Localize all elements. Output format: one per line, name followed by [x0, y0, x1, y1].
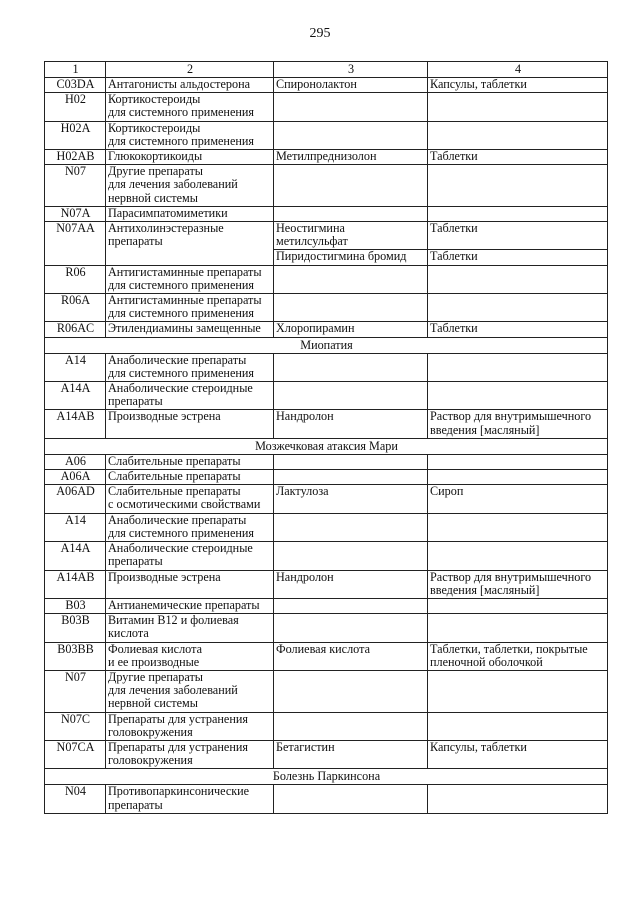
atc-code-cell: N07C: [45, 712, 106, 740]
group-cell-line: головокружения: [108, 724, 193, 739]
drug-cell-line: Нандролон: [276, 409, 334, 424]
form-cell: [428, 265, 608, 293]
group-cell: [106, 150, 274, 165]
atc-code-cell: H02: [45, 93, 106, 121]
drug-cell: [274, 785, 428, 813]
group-cell: [106, 93, 274, 121]
drug-cell-line: Метилпреднизолон: [276, 149, 377, 164]
table-row: [45, 78, 608, 93]
table-row: [45, 513, 608, 541]
atc-code-cell: A14: [45, 513, 106, 541]
atc-code-cell: R06: [45, 265, 106, 293]
group-cell-line: для лечения заболеваний: [108, 177, 238, 192]
table-row: [45, 382, 608, 410]
form-cell: [428, 712, 608, 740]
form-cell: [428, 165, 608, 207]
group-cell: [106, 542, 274, 570]
group-cell-line: Кортикостероиды: [108, 121, 201, 135]
table-row: [45, 265, 608, 293]
form-cell: [428, 670, 608, 712]
drug-cell: [274, 670, 428, 712]
drug-cell: [274, 712, 428, 740]
group-cell: [106, 165, 274, 207]
drug-cell-line: Пиридостигмина бромид: [276, 249, 407, 264]
form-cell: [428, 121, 608, 149]
form-cell-line: Сироп: [430, 484, 464, 499]
section-header-row: [45, 769, 608, 785]
form-cell: [428, 542, 608, 570]
drug-cell: [274, 93, 428, 121]
drug-cell: [274, 78, 428, 93]
atc-code-cell: A14A: [45, 382, 106, 410]
drug-cell-line: Неостигмина: [276, 221, 345, 236]
drug-cell-line: Спиронолактон: [276, 77, 357, 91]
atc-code-cell: B03B: [45, 614, 106, 642]
drug-cell: [274, 542, 428, 570]
group-cell-line: Производные эстрена: [108, 570, 221, 584]
drug-table: [44, 61, 608, 814]
table-row: [45, 322, 608, 337]
table-header-row: [45, 62, 608, 78]
drug-cell-line: Лактулоза: [276, 484, 329, 499]
group-cell-line: Фолиевая кислота: [108, 642, 202, 656]
table-row: [45, 410, 608, 438]
atc-code-cell: R06AC: [45, 322, 106, 337]
table-row: [45, 712, 608, 740]
group-cell: [106, 570, 274, 598]
table-row: [45, 353, 608, 381]
group-cell: [106, 353, 274, 381]
group-cell-line: Препараты для устранения: [108, 712, 248, 726]
form-cell: [428, 322, 608, 337]
table-body: [45, 78, 608, 814]
group-cell: [106, 121, 274, 149]
form-cell: [428, 222, 608, 250]
atc-code-cell: A14AB: [45, 570, 106, 598]
group-cell-line: Производные эстрена: [108, 409, 221, 424]
drug-cell: [274, 165, 428, 207]
group-cell-line: Анаболические препараты: [108, 353, 247, 367]
form-cell: [428, 740, 608, 768]
table-row: [45, 206, 608, 221]
atc-code-cell: N07: [45, 670, 106, 712]
group-cell: [106, 614, 274, 642]
form-cell: [428, 485, 608, 513]
group-cell: [106, 642, 274, 670]
atc-code-cell: B03: [45, 598, 106, 613]
page-number: 295: [309, 26, 331, 41]
group-cell-line: Этилендиамины замещенные: [108, 321, 261, 336]
drug-cell-line: Фолиевая кислота: [276, 642, 370, 656]
group-cell-line: Анаболические препараты: [108, 513, 247, 527]
atc-code-cell: A14A: [45, 542, 106, 570]
form-cell: [428, 513, 608, 541]
form-cell: [428, 642, 608, 670]
group-cell-line: для лечения заболеваний: [108, 683, 238, 698]
group-cell: [106, 513, 274, 541]
group-cell-line: Парасимпатомиметики: [108, 206, 228, 220]
form-cell: [428, 598, 608, 613]
group-cell-line: для системного применения: [108, 277, 255, 292]
group-cell-line: для системного применения: [108, 306, 255, 321]
drug-cell-line: метилсульфат: [276, 234, 348, 249]
form-cell-line: Капсулы, таблетки: [430, 77, 527, 91]
drug-cell: [274, 353, 428, 381]
atc-code-cell: N07: [45, 165, 106, 207]
atc-code-cell: C03DA: [45, 78, 106, 93]
form-cell: [428, 294, 608, 322]
form-cell: [428, 93, 608, 121]
group-cell-line: головокружения: [108, 753, 193, 768]
form-cell-line: Капсулы, таблетки: [430, 740, 527, 754]
form-cell-line: пленочной оболочкой: [430, 654, 543, 669]
form-cell: [428, 353, 608, 381]
drug-cell: [274, 454, 428, 469]
table-row: [45, 542, 608, 570]
form-cell: [428, 614, 608, 642]
group-cell-line: препараты: [108, 394, 163, 409]
drug-cell: [274, 150, 428, 165]
table-row: [45, 93, 608, 121]
atc-code-cell: N07A: [45, 206, 106, 221]
form-cell: [428, 78, 608, 93]
table-row: [45, 454, 608, 469]
form-cell-line: введения [масляный]: [430, 582, 540, 597]
form-cell-line: введения [масляный]: [430, 422, 540, 437]
group-cell-line: Другие препараты: [108, 670, 203, 684]
group-cell-line: Слабительные препараты: [108, 484, 241, 499]
drug-cell: [274, 513, 428, 541]
table-row: [45, 470, 608, 485]
group-cell-line: нервной системы: [108, 190, 198, 205]
column-header-1: 1: [45, 62, 106, 78]
table-row: [45, 614, 608, 642]
group-cell-line: Глюкокортикоиды: [108, 149, 203, 164]
section-header-row: [45, 438, 608, 454]
table-row: [45, 740, 608, 768]
group-cell-line: Анаболические стероидные: [108, 381, 253, 396]
group-cell: [106, 206, 274, 221]
form-cell: [428, 410, 608, 438]
table-row: [45, 670, 608, 712]
drug-cell-line: Хлоропирамин: [276, 321, 355, 336]
group-cell: [106, 712, 274, 740]
table-row: [45, 165, 608, 207]
group-cell-line: с осмотическими свойствами: [108, 497, 261, 512]
atc-code-cell: H02A: [45, 121, 106, 149]
section-title: Болезнь Паркинсона: [45, 769, 608, 785]
group-cell-line: Антагонисты альдостерона: [108, 77, 251, 91]
drug-cell: [274, 470, 428, 485]
drug-cell: [274, 250, 428, 265]
group-cell: [106, 485, 274, 513]
table-row: [45, 294, 608, 322]
drug-cell: [274, 382, 428, 410]
section-title: Миопатия: [45, 337, 608, 353]
group-cell-line: Другие препараты: [108, 164, 203, 179]
group-cell: [106, 470, 274, 485]
drug-cell: [274, 265, 428, 293]
form-cell: [428, 250, 608, 265]
group-cell-line: Антианемические препараты: [108, 598, 260, 612]
atc-code-cell: N04: [45, 785, 106, 813]
table-row: [45, 150, 608, 165]
drug-cell: [274, 598, 428, 613]
group-cell-line: для системного применения: [108, 105, 255, 120]
group-cell-line: для системного применения: [108, 365, 255, 380]
section-title: Мозжечковая атаксия Мари: [45, 438, 608, 454]
group-cell: [106, 410, 274, 438]
form-cell-line: Таблетки: [430, 321, 478, 336]
group-cell-line: препараты: [108, 797, 163, 812]
group-cell-line: препараты: [108, 554, 163, 569]
drug-cell: [274, 614, 428, 642]
drug-cell: [274, 322, 428, 337]
atc-code-cell: N07AA: [45, 222, 106, 266]
group-cell: [106, 78, 274, 93]
group-cell-line: Слабительные препараты: [108, 454, 241, 468]
atc-code-cell: A14AB: [45, 410, 106, 438]
form-cell: [428, 206, 608, 221]
group-cell: [106, 454, 274, 469]
atc-code-cell: N07CA: [45, 740, 106, 768]
group-cell-line: Витамин B12 и фолиевая: [108, 613, 239, 628]
drug-cell: [274, 642, 428, 670]
group-cell-line: Слабительные препараты: [108, 469, 241, 484]
drug-cell-line: Бетагистин: [276, 740, 335, 754]
table-row: [45, 642, 608, 670]
group-cell-line: и ее производные: [108, 654, 200, 669]
form-cell: [428, 470, 608, 485]
group-cell-line: Противопаркинсонические: [108, 784, 250, 799]
group-cell: [106, 382, 274, 410]
group-cell: [106, 598, 274, 613]
group-cell: [106, 740, 274, 768]
form-cell-line: Таблетки: [430, 249, 478, 264]
drug-cell: [274, 410, 428, 438]
group-cell-line: для системного применения: [108, 133, 255, 148]
atc-code-cell: A06AD: [45, 485, 106, 513]
form-cell-line: Таблетки, таблетки, покрытые: [430, 642, 588, 656]
column-header-3: 3: [274, 62, 428, 78]
atc-code-cell: R06A: [45, 294, 106, 322]
group-cell: [106, 265, 274, 293]
table-row: [45, 222, 608, 250]
group-cell-line: для системного применения: [108, 525, 255, 540]
form-cell: [428, 150, 608, 165]
column-header-2: 2: [106, 62, 274, 78]
atc-code-cell: A06A: [45, 470, 106, 485]
group-cell-line: Антигистаминные препараты: [108, 265, 262, 279]
form-cell: [428, 785, 608, 813]
table-row: [45, 785, 608, 813]
form-cell-line: Таблетки: [430, 149, 478, 164]
atc-code-cell: A06: [45, 454, 106, 469]
atc-code-cell: H02AB: [45, 150, 106, 165]
group-cell: [106, 322, 274, 337]
drug-cell: [274, 222, 428, 250]
section-header-row: [45, 337, 608, 353]
form-cell-line: Таблетки: [430, 221, 478, 236]
group-cell-line: Кортикостероиды: [108, 92, 201, 107]
drug-cell: [274, 485, 428, 513]
group-cell-line: Препараты для устранения: [108, 740, 248, 754]
drug-cell: [274, 740, 428, 768]
table-row: [45, 570, 608, 598]
form-cell: [428, 382, 608, 410]
form-cell-line: Раствор для внутримышечного: [430, 409, 592, 424]
group-cell: [106, 294, 274, 322]
group-cell-line: кислота: [108, 626, 149, 641]
group-cell-line: Анаболические стероидные: [108, 541, 253, 556]
table-row: [45, 121, 608, 149]
group-cell-line: препараты: [108, 234, 163, 249]
group-cell-line: Антихолинэстеразные: [108, 221, 224, 236]
group-cell: [106, 222, 274, 266]
drug-cell: [274, 121, 428, 149]
group-cell: [106, 785, 274, 813]
group-cell: [106, 670, 274, 712]
group-cell-line: Антигистаминные препараты: [108, 293, 262, 308]
form-cell: [428, 454, 608, 469]
table-row: [45, 485, 608, 513]
table-row: [45, 598, 608, 613]
drug-cell: [274, 570, 428, 598]
drug-cell: [274, 206, 428, 221]
atc-code-cell: A14: [45, 353, 106, 381]
column-header-4: 4: [428, 62, 608, 78]
group-cell-line: нервной системы: [108, 696, 198, 711]
atc-code-cell: B03BB: [45, 642, 106, 670]
drug-cell: [274, 294, 428, 322]
form-cell: [428, 570, 608, 598]
form-cell-line: Раствор для внутримышечного: [430, 570, 592, 584]
drug-cell-line: Нандролон: [276, 570, 334, 584]
